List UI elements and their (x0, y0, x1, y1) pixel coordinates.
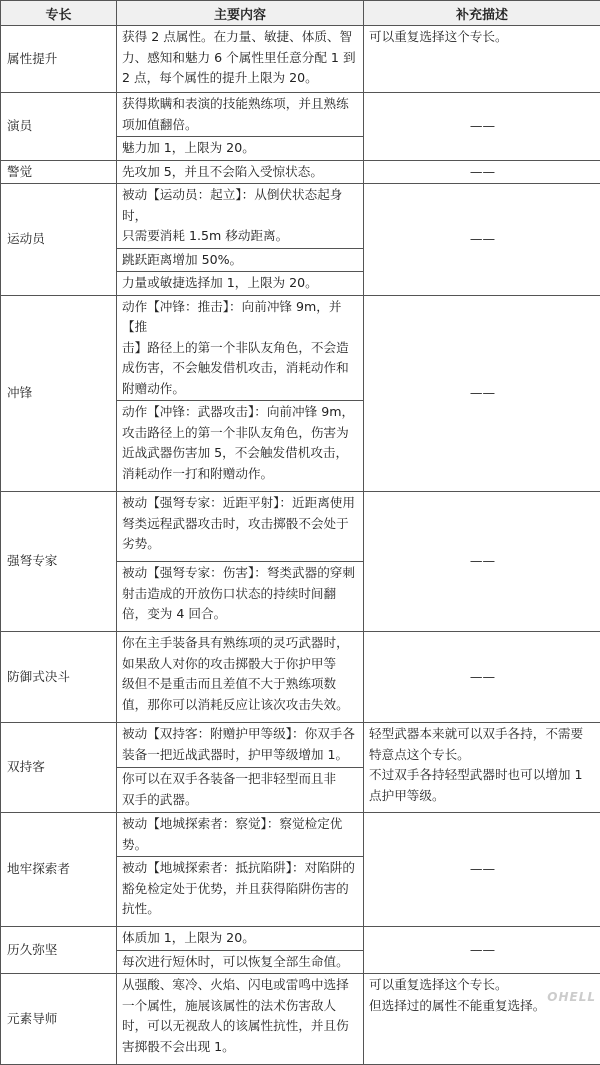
feat-content (117, 295, 364, 401)
content-line: 你在主手装备具有熟练项的灵巧武器时， (122, 633, 359, 654)
feat-name: 历久弥坚 (1, 927, 117, 974)
notes-line: 特意点这个专长。 (369, 745, 596, 766)
feat-notes (364, 93, 600, 161)
content-line: 被动【强弩专家：伤害】：弩类武器的穿刺 (122, 563, 359, 584)
feat-notes (364, 160, 600, 184)
feat-name: 防御式决斗 (1, 632, 117, 723)
content-line: 动作【冲锋：推击】：向前冲锋 9m，并【推 (122, 297, 359, 338)
table-row (1, 93, 600, 137)
content-line: 被动【地城探索者：抵抗陷阱】：对陷阱的 (122, 858, 359, 879)
table-row (1, 184, 600, 249)
content-line: 豁免检定处于优势，并且获得陷阱伤害的 (122, 879, 359, 900)
feat-name: 双持客 (1, 723, 117, 813)
feat-content (117, 723, 364, 768)
table-row (1, 723, 600, 768)
content-line: 如果敌人对你的攻击掷骰大于你护甲等 (122, 654, 359, 675)
feat-content (117, 272, 364, 296)
content-line: 装备一把近战武器时，护甲等级增加 1。 (122, 745, 359, 766)
feat-content (117, 768, 364, 813)
notes-line: 不过双手各持轻型武器时也可以增加 1 (369, 765, 596, 786)
content-line: 抗性。 (122, 899, 359, 920)
content-line: 被动【地城探索者：察觉】：察觉检定优势。 (122, 814, 359, 855)
content-line: 被动【双持客：附赠护甲等级】：你双手各 (122, 724, 359, 745)
content-line: 害掷骰不会出现 1。 (122, 1037, 359, 1058)
feat-content (117, 26, 364, 93)
content-line: 力量或敏捷选择加 1，上限为 20。 (122, 273, 359, 294)
table-row (1, 492, 600, 562)
content-line: 被动【运动员：起立】：从倒伏状态起身时， (122, 185, 359, 226)
feat-notes (364, 813, 600, 927)
feat-content (117, 813, 364, 857)
table-header-row (1, 1, 600, 26)
feat-name: 冲锋 (1, 295, 117, 492)
notes-line: 轻型武器本来就可以双手各持，不需要 (369, 724, 596, 745)
content-line: 近战武器伤害加 5，不会触发借机攻击， (122, 443, 359, 464)
content-line: 时，可以无视敌人的该属性抗性，并且伤 (122, 1016, 359, 1037)
content-line: 劣势。 (122, 534, 359, 555)
table-row (1, 26, 600, 93)
feat-content (117, 632, 364, 723)
content-line: 射击造成的开放伤口状态的持续时间翻 (122, 584, 359, 605)
content-line: 一个属性，施展该属性的法术伤害敌人 (122, 996, 359, 1017)
feat-content (117, 857, 364, 927)
content-line: 攻击路径上的第一个非队友角色，伤害为 (122, 423, 359, 444)
content-line: 值，那你可以消耗反应让该次攻击失效。 (122, 695, 359, 716)
watermark (547, 990, 596, 1004)
watermark-text: OHELL (547, 990, 596, 1004)
content-line: 附赠动作。 (122, 379, 359, 400)
feat-content (117, 492, 364, 562)
content-line: 每次进行短休时，可以恢复全部生命值。 (122, 952, 359, 973)
feat-content (117, 927, 364, 951)
feat-content (117, 137, 364, 161)
feat-notes (364, 927, 600, 974)
feat-name: 元素导师 (1, 974, 117, 1065)
feat-notes (364, 26, 600, 93)
feat-name: 强弩专家 (1, 492, 117, 632)
table-row (1, 927, 600, 951)
content-line: 双手的武器。 (122, 790, 359, 811)
content-line: 击】路径上的第一个非队友角色，不会造 (122, 338, 359, 359)
empty-dash: —— (470, 942, 495, 957)
content-line: 被动【强弩专家：近距平射】：近距离使用 (122, 493, 359, 514)
table-row (1, 813, 600, 857)
notes-line: 可以重复选择这个专长。 (369, 27, 596, 48)
empty-dash: —— (470, 164, 495, 179)
content-line: 你可以在双手各装备一把非轻型而且非 (122, 769, 359, 790)
feat-content (117, 248, 364, 272)
content-line: 先攻加 5，并且不会陷入受惊状态。 (122, 162, 359, 183)
feat-name: 警觉 (1, 160, 117, 184)
feat-content (117, 562, 364, 632)
notes-line: 点护甲等级。 (369, 786, 596, 807)
feat-content (117, 184, 364, 249)
feat-content (117, 401, 364, 492)
empty-dash: —— (470, 553, 495, 568)
content-line: 消耗动作一打和附赠动作。 (122, 464, 359, 485)
empty-dash: —— (470, 231, 495, 246)
header-feat: 专长 (1, 1, 117, 26)
content-line: 弩类远程武器攻击时，攻击掷骰不会处于 (122, 514, 359, 535)
content-line: 项加值翻倍。 (122, 115, 359, 136)
content-line: 从强酸、寒冷、火焰、闪电或雷鸣中选择 (122, 975, 359, 996)
feat-notes (364, 632, 600, 723)
feat-content (117, 950, 364, 974)
empty-dash: —— (470, 861, 495, 876)
content-line: 动作【冲锋：武器攻击】：向前冲锋 9m， (122, 402, 359, 423)
feat-name: 运动员 (1, 184, 117, 296)
feat-notes (364, 184, 600, 296)
feat-notes (364, 974, 600, 1065)
table-row (1, 295, 600, 401)
header-content: 主要内容 (117, 1, 364, 26)
notes-line: 但选择过的属性不能重复选择。 (369, 996, 596, 1017)
table-body (1, 26, 600, 1065)
content-line: 级但不是重击而且差值不大于熟练项数 (122, 674, 359, 695)
feat-notes (364, 723, 600, 813)
notes-line: 可以重复选择这个专长。 (369, 975, 596, 996)
feat-name: 属性提升 (1, 26, 117, 93)
content-line: 倍，变为 4 回合。 (122, 604, 359, 625)
content-line: 跳跃距离增加 50%。 (122, 250, 359, 271)
table-row (1, 632, 600, 723)
feat-content (117, 93, 364, 137)
feat-notes (364, 295, 600, 492)
table-row (1, 974, 600, 1065)
content-line: 只需要消耗 1.5m 移动距离。 (122, 226, 359, 247)
content-line: 获得欺瞒和表演的技能熟练项，并且熟练 (122, 94, 359, 115)
feat-content (117, 160, 364, 184)
feat-name: 地牢探索者 (1, 813, 117, 927)
content-line: 成伤害，不会触发借机攻击，消耗动作和 (122, 358, 359, 379)
content-line: 获得 2 点属性。在力量、敏捷、体质、智 (122, 27, 359, 48)
content-line: 2 点，每个属性的提升上限为 20。 (122, 68, 359, 89)
content-line: 力、感知和魅力 6 个属性里任意分配 1 到 (122, 48, 359, 69)
empty-dash: —— (470, 118, 495, 133)
content-line: 体质加 1，上限为 20。 (122, 928, 359, 949)
table-row (1, 160, 600, 184)
feat-content (117, 974, 364, 1065)
content-line: 魅力加 1，上限为 20。 (122, 138, 359, 159)
empty-dash: —— (470, 385, 495, 400)
feat-name: 演员 (1, 93, 117, 161)
empty-dash: —— (470, 669, 495, 684)
feat-notes (364, 492, 600, 632)
header-notes: 补充描述 (364, 1, 600, 26)
